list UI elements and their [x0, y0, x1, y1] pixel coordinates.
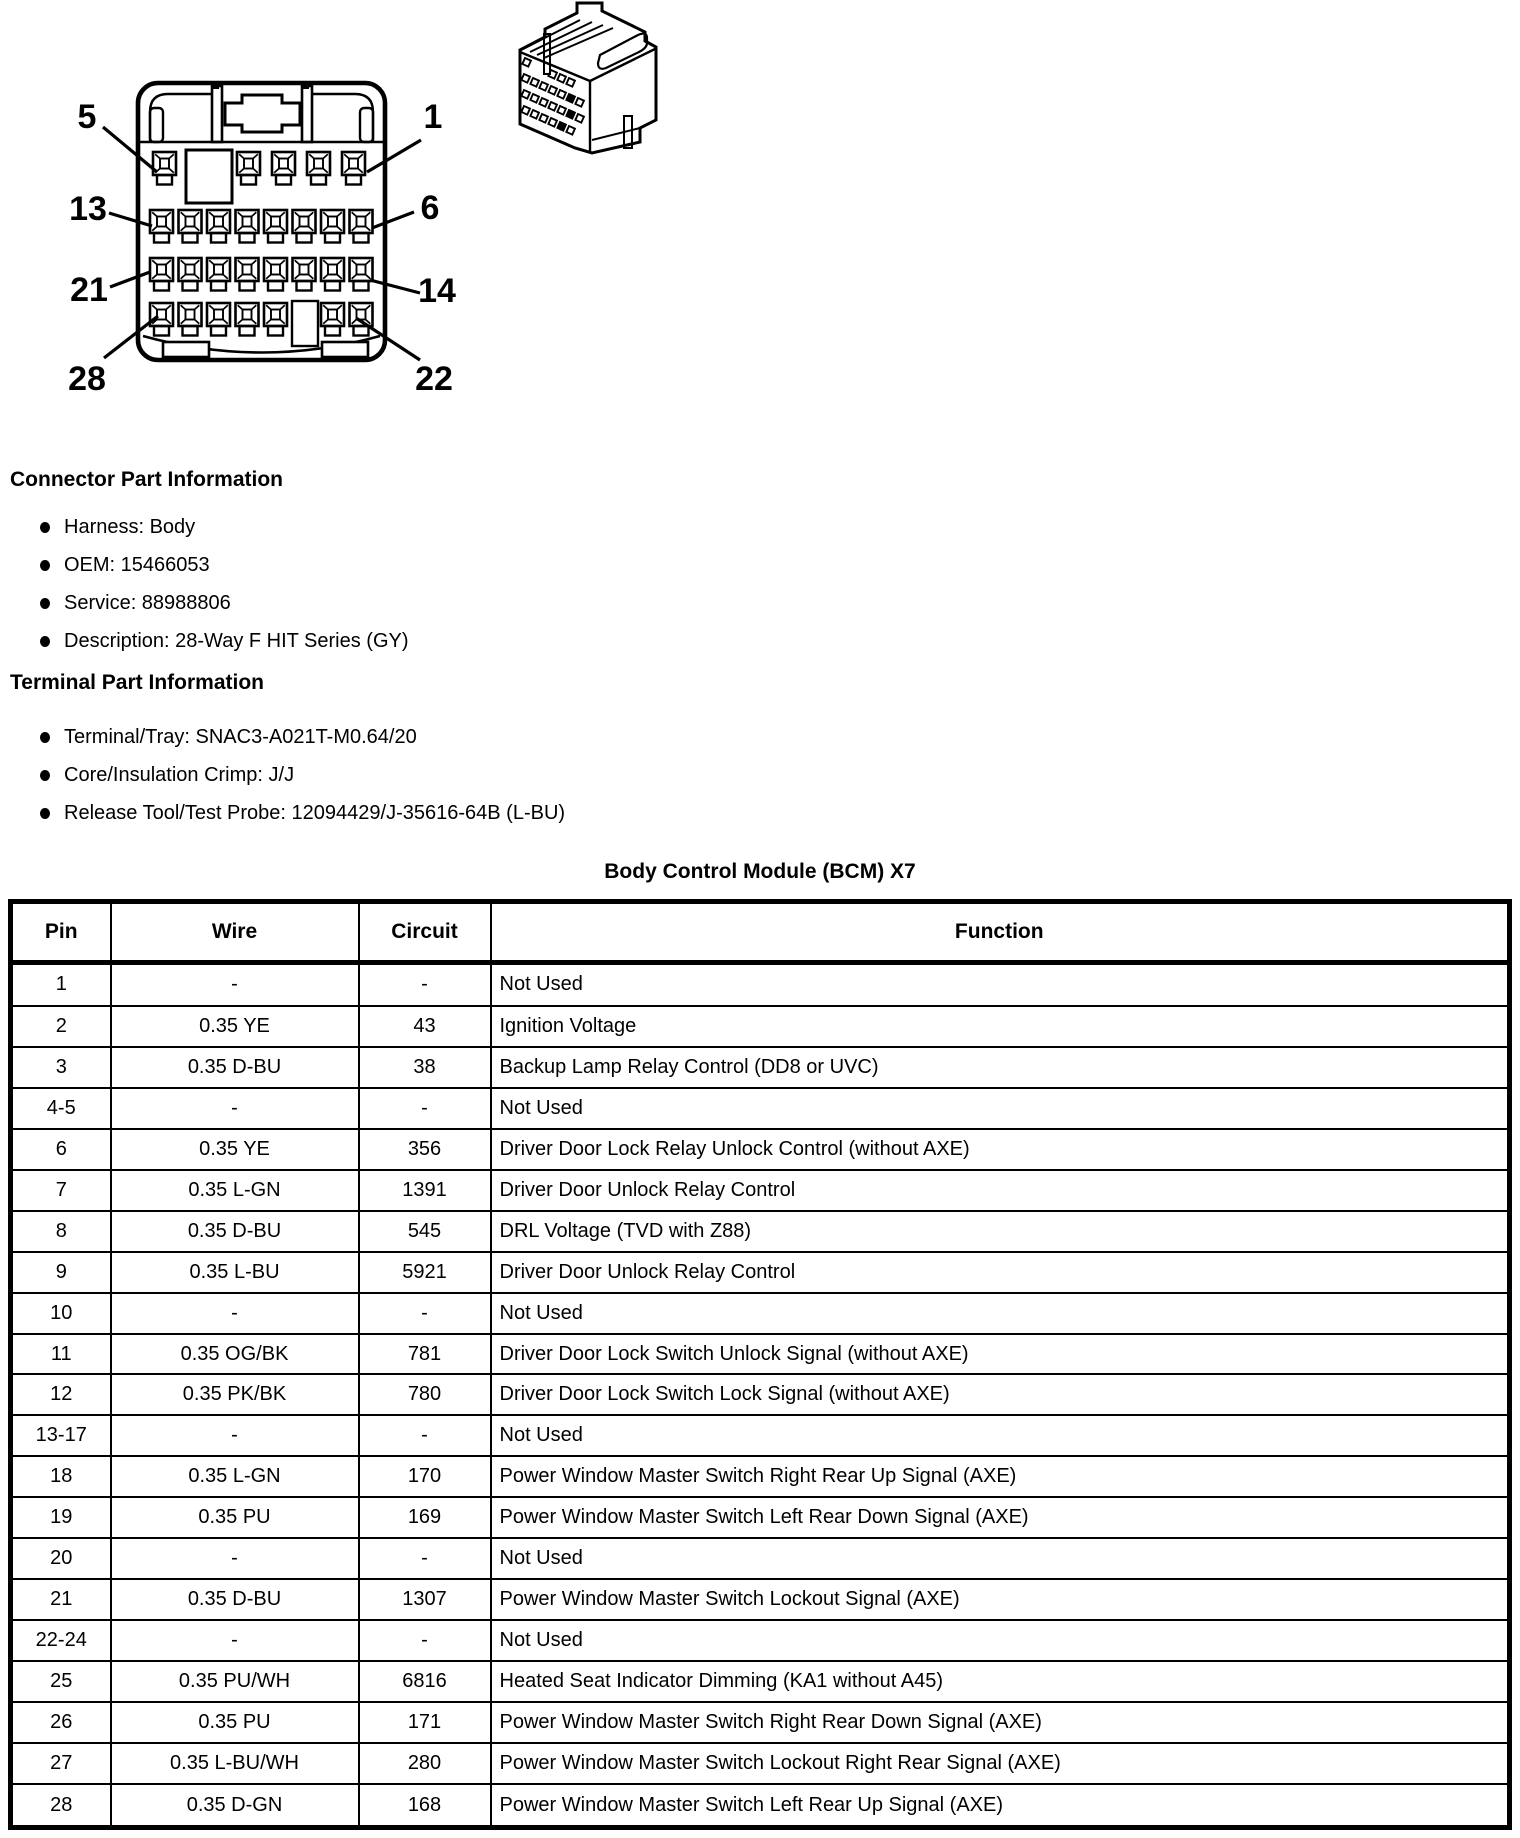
table-body — [11, 963, 1510, 1828]
connector-3d-view — [520, 3, 656, 153]
pin-cell: 3 — [11, 1047, 111, 1088]
table-row — [11, 1334, 1510, 1375]
table-row — [11, 1006, 1510, 1047]
list-item: Release Tool/Test Probe: 12094429/J-35616-64B (L-BU) — [40, 794, 565, 832]
list-item: OEM: 15466053 — [40, 546, 409, 584]
table-header-row — [11, 902, 1510, 963]
circuit-cell: 171 — [359, 1702, 491, 1743]
function-cell: Driver Door Lock Switch Unlock Signal (without AXE) — [491, 1334, 1510, 1375]
circuit-cell: - — [359, 963, 491, 1006]
wire-cell: 0.35 OG/BK — [111, 1334, 359, 1375]
pin-cell: 25 — [11, 1661, 111, 1702]
pin-cell: 19 — [11, 1497, 111, 1538]
pin-label-1: 1 — [423, 98, 443, 136]
column-header-wire: Wire — [111, 902, 359, 963]
function-cell: DRL Voltage (TVD with Z88) — [491, 1211, 1510, 1252]
pin-cell: 6 — [11, 1129, 111, 1170]
table-row — [11, 963, 1510, 1006]
circuit-cell: - — [359, 1620, 491, 1661]
bullet-icon — [40, 732, 50, 743]
table-row — [11, 1784, 1510, 1827]
list-item: Harness: Body — [40, 508, 409, 546]
wire-cell: 0.35 D-BU — [111, 1047, 359, 1088]
table-row — [11, 1170, 1510, 1211]
table-row — [11, 1374, 1510, 1415]
pin-cell: 27 — [11, 1743, 111, 1784]
pin-cell: 12 — [11, 1374, 111, 1415]
pin-label-6: 6 — [420, 189, 440, 227]
list-item: Terminal/Tray: SNAC3-A021T-M0.64/20 — [40, 718, 565, 756]
circuit-cell: - — [359, 1538, 491, 1579]
pin-cell: 28 — [11, 1784, 111, 1827]
wire-cell: 0.35 D-BU — [111, 1211, 359, 1252]
table-row — [11, 1047, 1510, 1088]
wire-cell: 0.35 YE — [111, 1129, 359, 1170]
wire-cell: 0.35 L-BU — [111, 1252, 359, 1293]
list-item: Service: 88988806 — [40, 584, 409, 622]
pin-cell: 4-5 — [11, 1088, 111, 1129]
bullet-icon — [40, 808, 50, 819]
circuit-cell: - — [359, 1088, 491, 1129]
table-row — [11, 1702, 1510, 1743]
circuit-cell: 6816 — [359, 1661, 491, 1702]
circuit-cell: 168 — [359, 1784, 491, 1827]
function-cell: Heated Seat Indicator Dimming (KA1 without A45) — [491, 1661, 1510, 1702]
function-cell: Ignition Voltage — [491, 1006, 1510, 1047]
circuit-cell: 170 — [359, 1456, 491, 1497]
connector-face-view — [138, 83, 385, 360]
table-row — [11, 1293, 1510, 1334]
wire-cell: - — [111, 963, 359, 1006]
wire-cell: - — [111, 1620, 359, 1661]
table-row — [11, 1129, 1510, 1170]
circuit-cell: - — [359, 1415, 491, 1456]
pinout-table — [8, 899, 1512, 1830]
pin-label-21: 21 — [70, 271, 108, 309]
circuit-cell: 780 — [359, 1374, 491, 1415]
wire-cell: - — [111, 1088, 359, 1129]
pin-cell: 13-17 — [11, 1415, 111, 1456]
circuit-cell: 1307 — [359, 1579, 491, 1620]
list-item: Core/Insulation Crimp: J/J — [40, 756, 565, 794]
table-row — [11, 1579, 1510, 1620]
function-cell: Not Used — [491, 1415, 1510, 1456]
connector-part-info-list — [40, 508, 409, 660]
table-row — [11, 1252, 1510, 1293]
bullet-icon — [40, 522, 50, 533]
table-row — [11, 1620, 1510, 1661]
bullet-icon — [40, 598, 50, 609]
circuit-cell: 169 — [359, 1497, 491, 1538]
pin-cell: 9 — [11, 1252, 111, 1293]
wire-cell: 0.35 D-GN — [111, 1784, 359, 1827]
connector-diagram — [0, 0, 720, 420]
wire-cell: 0.35 L-GN — [111, 1170, 359, 1211]
function-cell: Power Window Master Switch Right Rear Down Signal (AXE) — [491, 1702, 1510, 1743]
function-cell: Driver Door Lock Relay Unlock Control (without AXE) — [491, 1129, 1510, 1170]
pin-label-14: 14 — [418, 272, 456, 310]
table-row — [11, 1088, 1510, 1129]
pin-label-28: 28 — [68, 360, 106, 398]
function-cell: Driver Door Lock Switch Lock Signal (without AXE) — [491, 1374, 1510, 1415]
function-cell: Not Used — [491, 1538, 1510, 1579]
bullet-icon — [40, 770, 50, 781]
wire-cell: - — [111, 1415, 359, 1456]
table-row — [11, 1661, 1510, 1702]
pin-cell: 22-24 — [11, 1620, 111, 1661]
column-header-pin: Pin — [11, 902, 111, 963]
wire-cell: 0.35 D-BU — [111, 1579, 359, 1620]
pin-cell: 8 — [11, 1211, 111, 1252]
function-cell: Backup Lamp Relay Control (DD8 or UVC) — [491, 1047, 1510, 1088]
circuit-cell: 280 — [359, 1743, 491, 1784]
function-cell: Power Window Master Switch Right Rear Up Signal (AXE) — [491, 1456, 1510, 1497]
function-cell: Power Window Master Switch Left Rear Up Signal (AXE) — [491, 1784, 1510, 1827]
circuit-cell: 38 — [359, 1047, 491, 1088]
wire-cell: 0.35 PK/BK — [111, 1374, 359, 1415]
pin-cell: 10 — [11, 1293, 111, 1334]
function-cell: Power Window Master Switch Lockout Right Rear Signal (AXE) — [491, 1743, 1510, 1784]
circuit-cell: 781 — [359, 1334, 491, 1375]
table-row — [11, 1456, 1510, 1497]
column-header-function: Function — [491, 902, 1510, 963]
wire-cell: 0.35 PU/WH — [111, 1661, 359, 1702]
pin-cell: 7 — [11, 1170, 111, 1211]
function-cell: Not Used — [491, 1088, 1510, 1129]
pin-cell: 21 — [11, 1579, 111, 1620]
pin-cell: 26 — [11, 1702, 111, 1743]
function-cell: Not Used — [491, 963, 1510, 1006]
wire-cell: 0.35 PU — [111, 1702, 359, 1743]
bullet-icon — [40, 560, 50, 571]
circuit-cell: 1391 — [359, 1170, 491, 1211]
circuit-cell: 5921 — [359, 1252, 491, 1293]
column-header-circuit: Circuit — [359, 902, 491, 963]
function-cell: Driver Door Unlock Relay Control — [491, 1170, 1510, 1211]
function-cell: Power Window Master Switch Left Rear Down Signal (AXE) — [491, 1497, 1510, 1538]
circuit-cell: - — [359, 1293, 491, 1334]
circuit-cell: 545 — [359, 1211, 491, 1252]
wire-cell: - — [111, 1293, 359, 1334]
wire-cell: - — [111, 1538, 359, 1579]
terminal-part-info-list — [40, 718, 565, 832]
wire-cell: 0.35 YE — [111, 1006, 359, 1047]
pin-cell: 20 — [11, 1538, 111, 1579]
pin-cell: 11 — [11, 1334, 111, 1375]
wire-cell: 0.35 L-GN — [111, 1456, 359, 1497]
pin-cell: 1 — [11, 963, 111, 1006]
table-title: Body Control Module (BCM) X7 — [604, 860, 916, 883]
connector-part-info-heading: Connector Part Information — [10, 468, 284, 491]
pin-label-5: 5 — [77, 98, 97, 136]
circuit-cell: 356 — [359, 1129, 491, 1170]
bullet-icon — [40, 636, 50, 647]
table-row — [11, 1497, 1510, 1538]
function-cell: Driver Door Unlock Relay Control — [491, 1252, 1510, 1293]
pin-label-13: 13 — [69, 190, 107, 228]
circuit-cell: 43 — [359, 1006, 491, 1047]
wire-cell: 0.35 PU — [111, 1497, 359, 1538]
pin-cell: 18 — [11, 1456, 111, 1497]
table-row — [11, 1211, 1510, 1252]
function-cell: Not Used — [491, 1620, 1510, 1661]
function-cell: Power Window Master Switch Lockout Signal (AXE) — [491, 1579, 1510, 1620]
pin-cell: 2 — [11, 1006, 111, 1047]
table-row — [11, 1415, 1510, 1456]
pin-label-22: 22 — [415, 360, 453, 398]
terminal-part-info-heading: Terminal Part Information — [10, 671, 264, 694]
table-row — [11, 1538, 1510, 1579]
wire-cell: 0.35 L-BU/WH — [111, 1743, 359, 1784]
table-row — [11, 1743, 1510, 1784]
list-item: Description: 28-Way F HIT Series (GY) — [40, 622, 409, 660]
function-cell: Not Used — [491, 1293, 1510, 1334]
